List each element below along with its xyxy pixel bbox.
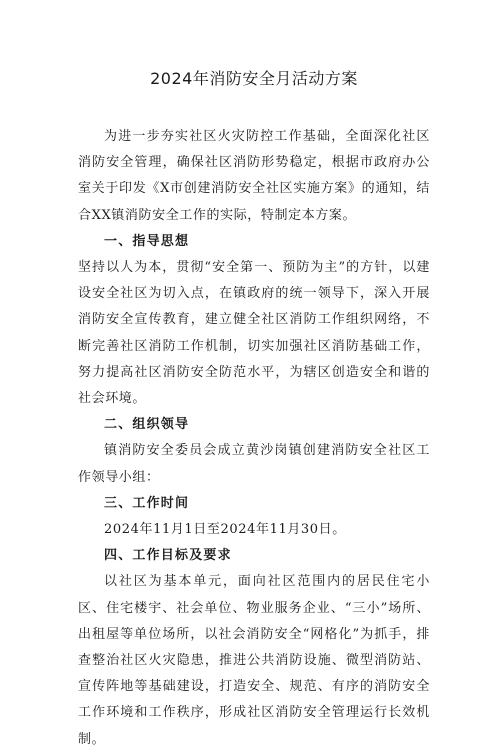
intro-paragraph: 为进一步夯实社区火灾防控工作基础，全面深化社区消防安全管理，确保社区消防形势稳定，根据市政府办公室关于印发《X市创建消防安全社区实施方案》的通知，结合XX镇消防安全工作的实际，特制定本方案。 (78, 129, 430, 223)
section-body-work-period: 2024年11月1日至2024年11月30日。 (104, 522, 346, 538)
section-heading-guiding-ideology: 一、指导思想 (104, 233, 190, 249)
document-body (78, 124, 430, 753)
section-body-organization: 镇消防安全委员会成立黄沙岗镇创建消防安全社区工作领导小组： (78, 443, 430, 485)
document-title: 2024年消防安全月活动方案 (150, 69, 358, 88)
section-heading-goals: 四、工作目标及要求 (104, 548, 232, 564)
section-heading-work-period: 三、工作时间 (104, 495, 190, 511)
section-body-guiding-ideology: 坚持以人为本，贯彻“安全第一、预防为主”的方针，以建设安全社区为切入点，在镇政府的统一领导下，深入开展消防安全宣传教育，建立健全社区消防工作组织网络，不断完善社区消防工作机制，切实加强社区消防基础工作，努力提高社区消防安全防范水平，为辖区创造安全和谐的社会环境。 (78, 260, 430, 407)
section-body-goals: 以社区为基本单元，面向社区范围内的居民住宅小区、住宅楼宇、社会单位、物业服务企业、“三小”场所、出租屋等单位场所，以社会消防安全“网格化”为抓手，排查整治社区火灾隐患，推进公共消防设施、微型消防站、宣传阵地等基础建设，打造安全、规范、有序的消防安全工作环境和工作秩序，形成社区消防安全管理运行长效机制。 (78, 574, 430, 747)
section-heading-organization: 二、组织领导 (104, 417, 190, 433)
